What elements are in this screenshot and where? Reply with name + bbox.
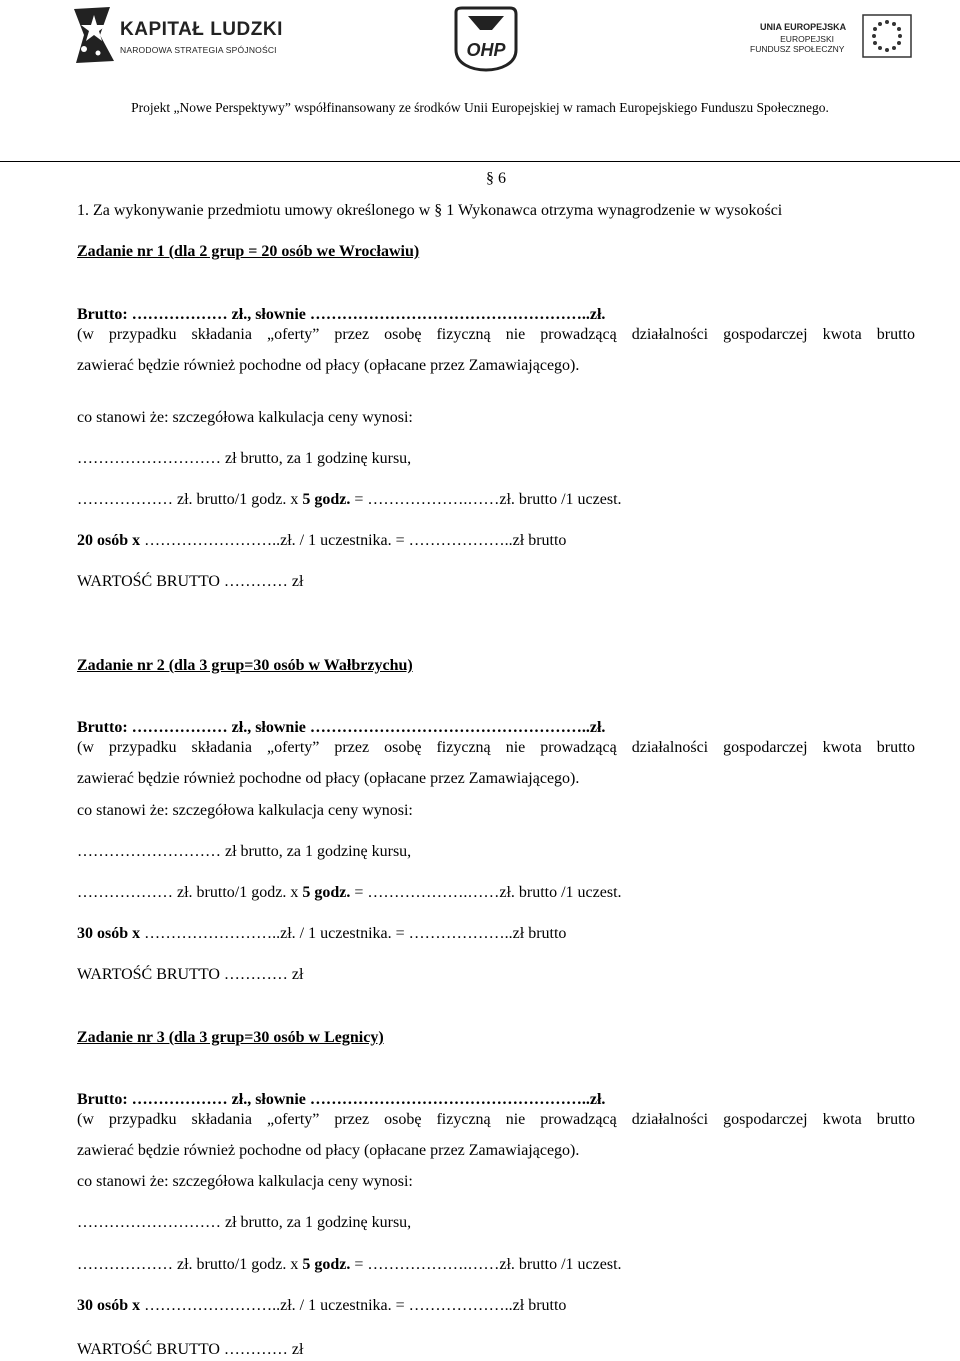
- eu-subtitle-line2: FUNDUSZ SPOŁECZNY: [750, 44, 845, 54]
- ohp-shield-icon: [448, 6, 524, 72]
- ohp-logo: [448, 6, 524, 72]
- per-group-part-b: ……………………..zł. / 1 uczestnika. = ………………..zł brutto: [140, 1297, 567, 1314]
- task-3-title: Zadanie nr 3 (dla 3 grup=30 osób w Legnicy): [77, 1029, 384, 1046]
- task-2-total: WARTOŚĆ BRUTTO ………… zł: [77, 966, 304, 983]
- task-3-total: WARTOŚĆ BRUTTO ………… zł: [77, 1341, 304, 1358]
- task-1-total: WARTOŚĆ BRUTTO ………… zł: [77, 573, 304, 590]
- per-student-hours: 5 godz.: [302, 1256, 351, 1273]
- task-1-per-student: [77, 491, 622, 509]
- task-2-brutto: Brutto: ……………… zł., słownie ……………………………………………..zł.: [77, 719, 606, 736]
- task-2-per-student: [77, 884, 622, 902]
- per-student-part-b: = ……………….……zł. brutto /1 uczest.: [350, 884, 622, 901]
- task-1-note-2: zawierać będzie również pochodne od płacy (opłacane przez Zamawiającego).: [77, 357, 580, 374]
- task-3-brutto: Brutto: ……………… zł., słownie ……………………………………………..zł.: [77, 1091, 606, 1108]
- section-number: § 6: [486, 170, 506, 187]
- task-1-title: Zadanie nr 1 (dla 2 grup = 20 osób we Wrocławiu): [77, 243, 420, 260]
- kapital-ludzki-subtitle: NARODOWA STRATEGIA SPÓJNOŚCI: [120, 45, 277, 55]
- ohp-text: OHP: [466, 40, 506, 60]
- kapital-ludzki-logo: [70, 5, 300, 65]
- eu-subtitle-line1: EUROPEJSKI: [780, 34, 834, 44]
- per-student-part-b: = ……………….……zł. brutto /1 uczest.: [350, 491, 622, 508]
- group-students: 20 osób x: [77, 532, 141, 549]
- task-3-hour-rate: ……………………… zł brutto, za 1 godzinę kursu,: [77, 1214, 412, 1231]
- task-3-per-group: [77, 1297, 566, 1315]
- project-line: Projekt „Nowe Perspektywy” współfinansowany ze środków Unii Europejskiej w ramach Europejskiego Funduszu Społecznego.: [131, 100, 829, 115]
- section-intro: 1. Za wykonywanie przedmiotu umowy określonego w § 1 Wykonawca otrzyma wynagrodzenie w wysokości: [77, 202, 783, 219]
- task-3-note-2: zawierać będzie również pochodne od płacy (opłacane przez Zamawiającego).: [77, 1142, 580, 1159]
- task-3-per-student: [77, 1256, 622, 1274]
- group-students: 30 osób x: [77, 1297, 141, 1314]
- per-student-part-b: = ……………….……zł. brutto /1 uczest.: [350, 1256, 622, 1273]
- task-2-title: Zadanie nr 2 (dla 3 grup=30 osób w Wałbrzychu): [77, 657, 413, 674]
- task-1-per-group: [77, 532, 566, 550]
- per-student-hours: 5 godz.: [302, 884, 351, 901]
- eu-flag-icon: [862, 14, 912, 58]
- kapital-ludzki-star-icon: [70, 5, 116, 65]
- eu-subtitle: [750, 34, 845, 54]
- per-student-part-a: ……………… zł. brutto/1 godz. x: [77, 1256, 303, 1273]
- per-student-part-a: ……………… zł. brutto/1 godz. x: [77, 884, 303, 901]
- task-1-hour-rate: ……………………… zł brutto, za 1 godzinę kursu,: [77, 450, 412, 467]
- task-3-note-1: (w przypadku składania „oferty” przez osobę fizyczną nie prowadzącą działalności gospodarczej kwota brutto: [77, 1111, 915, 1128]
- group-students: 30 osób x: [77, 925, 141, 942]
- per-group-part-b: ……………………..zł. / 1 uczestnika. = ………………..zł brutto: [140, 925, 567, 942]
- kapital-ludzki-title: KAPITAŁ LUDZKI: [120, 19, 283, 40]
- per-student-hours: 5 godz.: [302, 491, 351, 508]
- task-2-note-2: zawierać będzie również pochodne od płacy (opłacane przez Zamawiającego).: [77, 770, 580, 787]
- task-1-calc-intro: co stanowi że: szczegółowa kalkulacja ceny wynosi:: [77, 409, 413, 426]
- task-2-calc-intro: co stanowi że: szczegółowa kalkulacja ceny wynosi:: [77, 802, 413, 819]
- header-divider: [0, 161, 960, 162]
- task-1-brutto: Brutto: ……………… zł., słownie ……………………………………………..zł.: [77, 306, 606, 323]
- task-2-per-group: [77, 925, 566, 943]
- eu-title: UNIA EUROPEJSKA: [760, 22, 847, 32]
- per-student-part-a: ……………… zł. brutto/1 godz. x: [77, 491, 303, 508]
- per-group-part-b: ……………………..zł. / 1 uczestnika. = ………………..zł brutto: [140, 532, 567, 549]
- task-1-note-1: (w przypadku składania „oferty” przez osobę fizyczną nie prowadzącą działalności gospodarczej kwota brutto: [77, 326, 915, 343]
- eu-logo: [752, 14, 912, 62]
- task-2-hour-rate: ……………………… zł brutto, za 1 godzinę kursu,: [77, 843, 412, 860]
- task-3-calc-intro: co stanowi że: szczegółowa kalkulacja ceny wynosi:: [77, 1173, 413, 1190]
- task-2-note-1: (w przypadku składania „oferty” przez osobę fizyczną nie prowadzącą działalności gospodarczej kwota brutto: [77, 739, 915, 756]
